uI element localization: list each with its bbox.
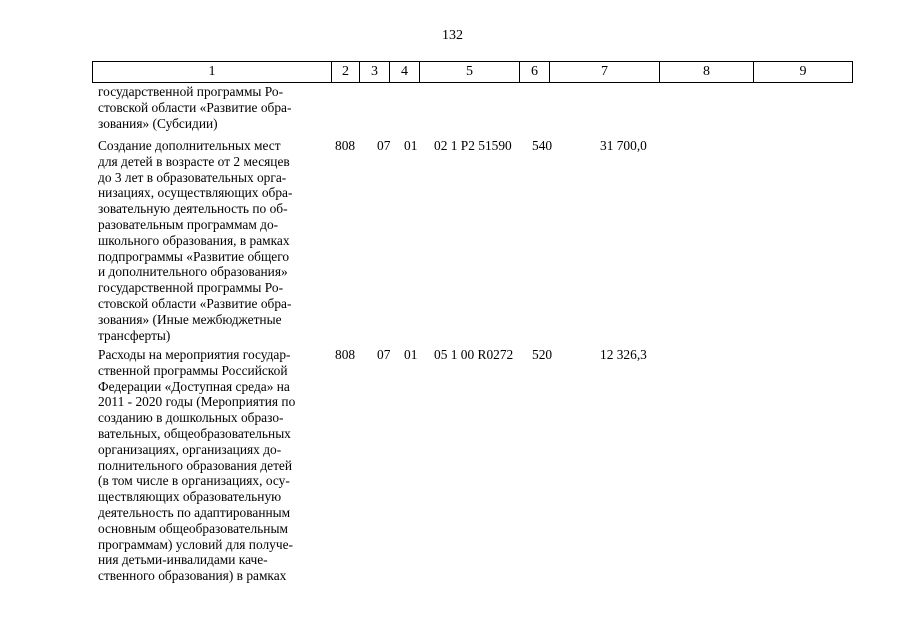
- column-header-3: 3: [360, 62, 390, 83]
- amount-value: 31 700,0: [600, 138, 647, 153]
- column-header-row: [93, 62, 853, 83]
- subsection-code: 01: [404, 347, 418, 362]
- column-header-6: 6: [520, 62, 550, 83]
- section-code: 07: [377, 138, 391, 153]
- row-description: государственной программы Ро- стовской области «Развитие обра- зования» (Субсидии): [98, 84, 292, 131]
- target-article-code: 02 1 P2 51590: [434, 138, 512, 153]
- section-code: 07: [377, 347, 391, 362]
- target-article-code: 05 1 00 R0272: [434, 347, 514, 362]
- expense-type-code: 520: [532, 347, 553, 362]
- column-header-4: 4: [390, 62, 420, 83]
- column-header-5: 5: [420, 62, 520, 83]
- ministry-code: 808: [335, 347, 356, 362]
- column-header-9: 9: [754, 62, 853, 83]
- amount-value: 12 326,3: [600, 347, 647, 362]
- column-header-7: 7: [550, 62, 660, 83]
- row-description: Расходы на мероприятия государ- ственной программы Российской Федерации «Доступная среда» на 2011 - 2020 годы (Мероприятия по созданию в дошкольных образо- вательных, общеобразовательных организациях, организациях до- полнительного образования детей (в том числе в организациях, осу- ществляющих образовательную деятельность по адаптированным основным общеобразовательным программам) условий для получе- ния детьми-инвалидами каче- ственного образования) в рамках: [98, 347, 296, 584]
- column-header-1: 1: [93, 62, 332, 83]
- subsection-code: 01: [404, 138, 418, 153]
- page-number: 132: [442, 28, 463, 43]
- column-header-2: 2: [332, 62, 360, 83]
- row-description: Создание дополнительных мест для детей в возрасте от 2 месяцев до 3 лет в образовательных орга- низациях, осуществляющих обра- зовательную деятельность по об- разовательным программам до- школьного образования, в рамках подпрограммы «Развитие общего и дополнительного образования» государственной программы Ро- стовской области «Развитие обра- зования» (Иные межбюджетные трансферты): [98, 138, 293, 343]
- column-header-8: 8: [660, 62, 754, 83]
- ministry-code: 808: [335, 138, 356, 153]
- column-header-table: [92, 61, 853, 83]
- expense-type-code: 540: [532, 138, 553, 153]
